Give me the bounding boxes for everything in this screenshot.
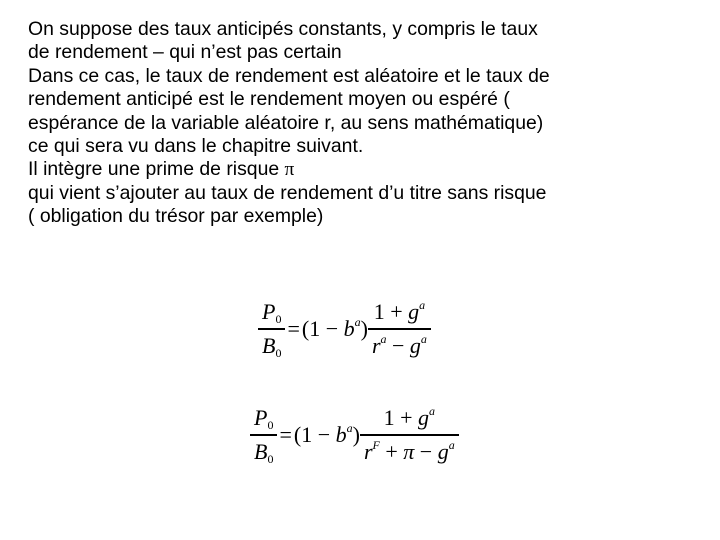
text-line-7 [28,158,708,181]
text-line-2: de rendement – qui n’est pas certain [28,41,342,64]
text-line-8: qui vient s’ajouter au taux de rendement d’u titre sans risque [28,181,547,204]
body-text [28,18,708,229]
formula-1-lhs-denominator: $B_0$ [262,332,282,360]
formula-2-lhs-denominator: $B_0$ [254,438,274,466]
formula-1 [258,298,431,360]
formula-2-factor: $(1 - b^a)$ [293,420,360,447]
text-line-1: On suppose des taux anticipés constants, y compris le taux [28,18,538,40]
text-line-5: espérance de la variable aléatoire r, au sens mathématique) [28,111,544,134]
pi-symbol: π [284,159,295,181]
formula-2-lhs-numerator: $P_0$ [254,405,274,432]
equals-sign: = [287,315,300,341]
equals-sign: = [279,421,292,447]
text-line-6: ce qui sera vu dans le chapitre suivant. [28,135,364,158]
formula-1-rhs-denominator: $r^a - g^a$ [371,331,427,358]
formula-2-lhs-fraction [250,404,277,466]
formula-1-rhs-numerator: $1 + g^a$ [373,298,426,324]
formula-2-rhs-fraction [360,404,459,466]
formula-2-rhs-numerator: $1 + g^a$ [383,404,436,430]
text-line-3: Dans ce cas, le taux de rendement est aléatoire et le taux de [28,64,550,87]
formula-1-factor: $(1 - b^a)$ [301,314,368,341]
text-line-7-label: Il intègre une prime de risque [28,158,285,181]
formula-1-rhs-fraction [368,298,431,360]
formula-1-lhs-numerator: $P_0$ [262,299,282,326]
formula-1-lhs-fraction [258,298,285,360]
formula-2-rhs-denominator: $r^F + \pi - g^a$ [363,437,455,464]
text-line-4: rendement anticipé est le rendement moyen ou espéré ( [28,88,510,111]
text-line-9: ( obligation du trésor par exemple) [28,205,324,228]
formula-2 [250,404,459,466]
